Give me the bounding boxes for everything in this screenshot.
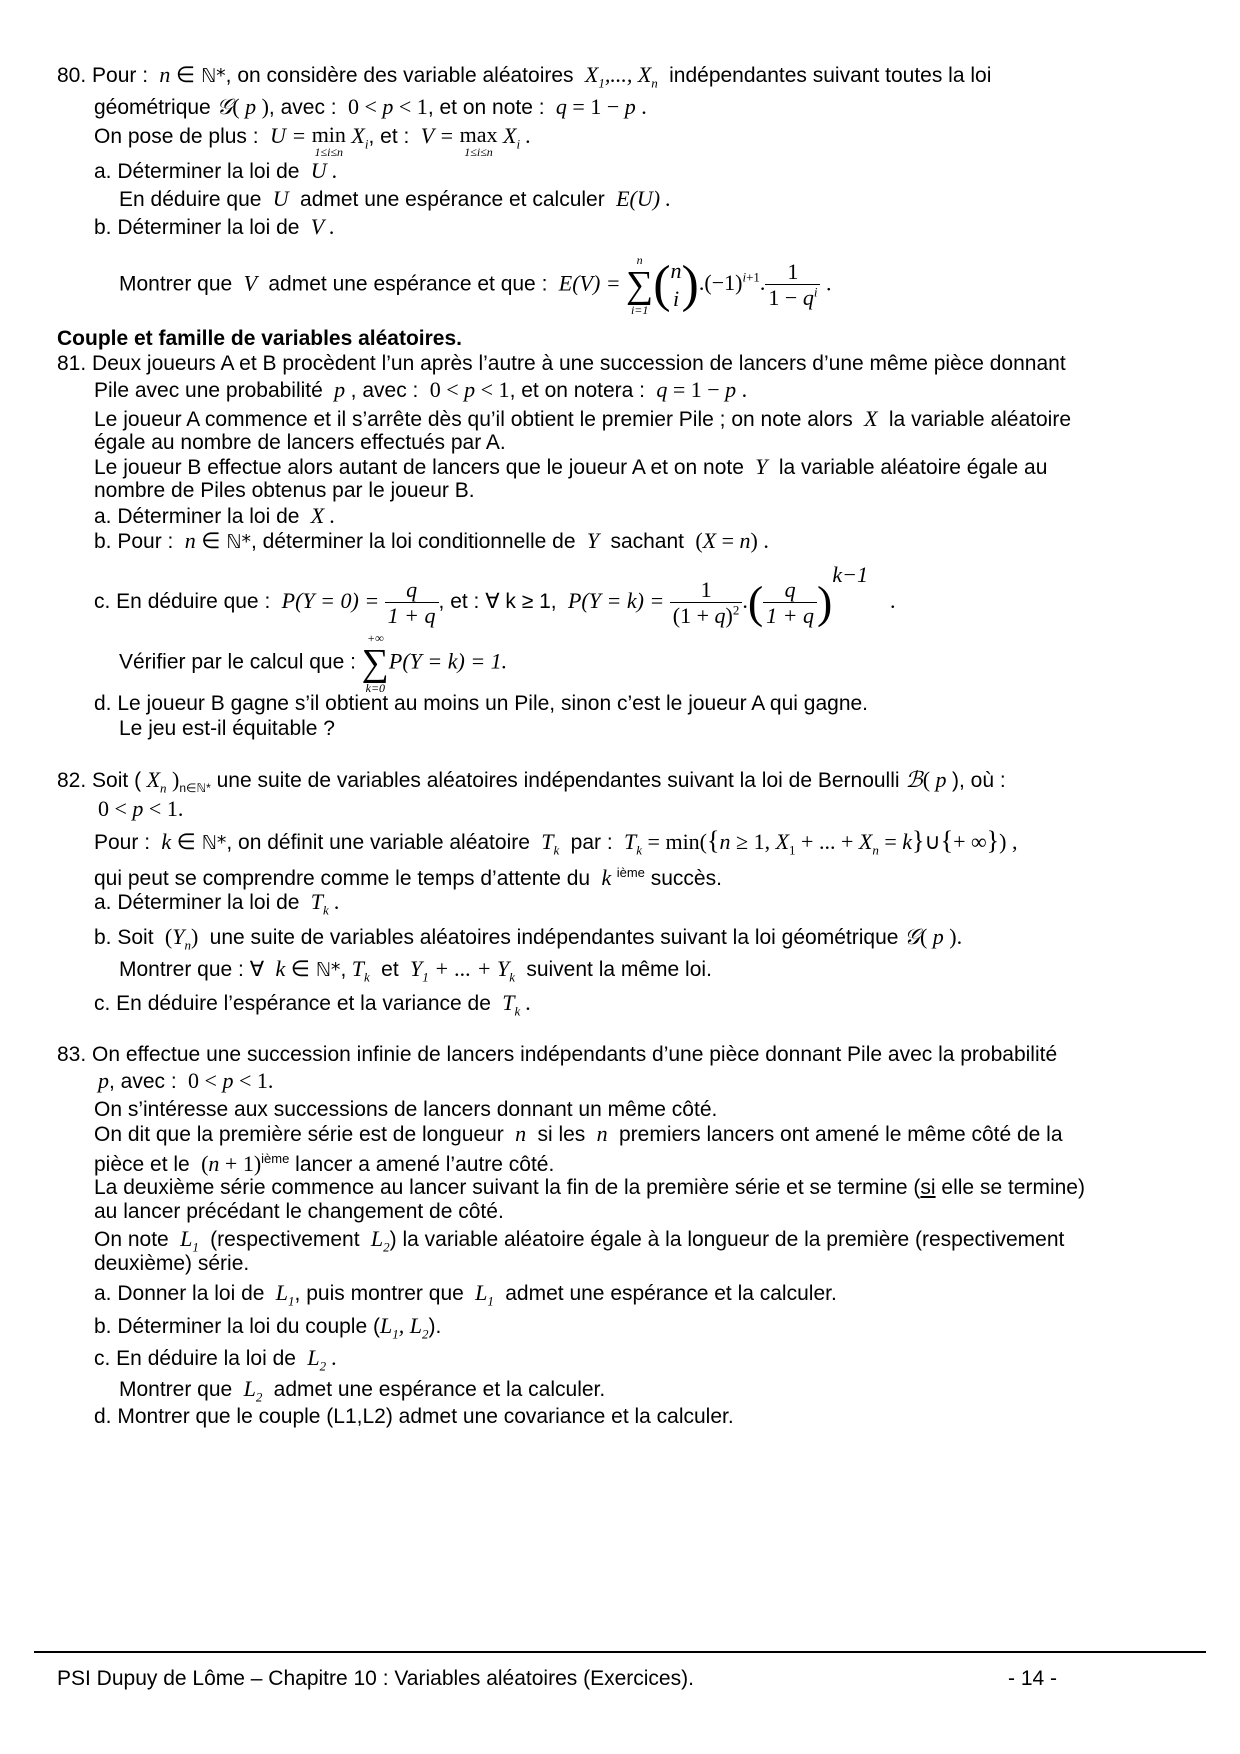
ex80-line-1: 80. Pour : n ∈ ℕ*, on considère des variable aléatoires $X_1$,..., $X_n$ indépendantes suivant toutes la loi <box>57 62 992 91</box>
footer-left: PSI Dupuy de Lôme – Chapitre 10 : Variables aléatoires (Exercices). <box>57 1667 694 1690</box>
N-star-symbol: ℕ* <box>200 65 226 87</box>
ex80-l1-a: Pour : <box>92 64 149 87</box>
ex83-qc: c. En déduire la loi de $L_2$ . <box>94 1345 338 1374</box>
ex82-qc: c. En déduire l’espérance et la variance de $T_k$ . <box>94 990 532 1019</box>
ex83-l1: On effectue une succession infinie de lancers indépendants d’une pièce donnant Pile avec la probabilité <box>92 1043 1058 1066</box>
ex80-number: 80. <box>57 64 87 87</box>
ex81-qd-2: Le jeu est-il équitable ? <box>119 717 335 740</box>
footer-divider <box>34 1651 1206 1653</box>
ex83-line-2: p, avec : 0 < p < 1. <box>98 1068 274 1093</box>
ex82-qa-label: a. Déterminer la loi de <box>94 891 300 914</box>
math-geometric-law: 𝒢 <box>216 95 233 120</box>
ex80-l2-a: géométrique <box>94 96 211 119</box>
ex80-qa: a. Déterminer la loi de U . <box>94 158 338 183</box>
math-p-range: 0 < p < 1 <box>342 94 428 119</box>
ex81-qc-a: c. En déduire que : <box>94 590 271 613</box>
math-U-def: U = <box>264 123 312 148</box>
ex81-qb-a: b. Pour : <box>94 530 174 553</box>
ex80-qa-l2-a: En déduire que <box>119 188 262 211</box>
ex80-qa-label: a. Déterminer la loi de <box>94 160 300 183</box>
ex83-qc-2: Montrer que $L_2$ admet une espérance et la calculer. <box>119 1376 606 1405</box>
ex83-line-5: pièce et le $(n + 1)^{ième}$ lancer a amené l’autre côté. <box>94 1151 555 1176</box>
ex83-line-3: On s’intéresse aux successions de lancers donnant un même côté. <box>94 1098 718 1121</box>
ex81-line-5: Le joueur B effectue alors autant de lancers que le joueur A et on note Y la variable aléatoire égale au <box>94 454 1048 479</box>
math-V-def: V = <box>415 123 460 148</box>
ex82-line-2: 0 < p < 1. <box>98 796 184 821</box>
ex83-qc2-b: admet une espérance et la calculer. <box>273 1378 606 1401</box>
ex83-qb-b: ). <box>428 1315 442 1338</box>
ex80-l1-b: , on considère des variable aléatoires <box>225 64 574 87</box>
ex82-qb2-b: et <box>381 958 399 981</box>
ex82-qb-a: b. Soit <box>94 926 154 949</box>
ex81-qb-c: sachant <box>610 530 684 553</box>
max-operator: max 1≤i≤n <box>459 122 498 159</box>
ex80-l2-b: , avec : <box>268 96 337 119</box>
ex83-qb-a: b. Déterminer la loi du couple ( <box>94 1315 380 1338</box>
ex80-qb-l2-a: Montrer que <box>119 272 233 296</box>
ex82-qb2-a: Montrer que : ∀ <box>119 958 265 981</box>
ex83-qc-a: c. En déduire la loi de <box>94 1347 296 1370</box>
ex83-l4-c: premiers lancers ont amené le même côté de la <box>618 1123 1063 1146</box>
ex82-l4-sup: ième <box>616 865 645 880</box>
ex80-qa-l2-b: admet une espérance et calculer <box>300 188 605 211</box>
min-operator: min 1≤i≤n <box>311 122 346 159</box>
page-number: - 14 - <box>1008 1667 1058 1690</box>
section-title: Couple et famille de variables aléatoires. <box>57 327 462 350</box>
math-X1-Xn: $X_1$,..., $X_n$ <box>579 62 658 91</box>
ex81-qc: c. En déduire que : P(Y = 0) = $\frac{q}{1 + q}$ , et : ∀ k ≥ 1, P(Y = k) = $\frac{1}{(1 + q)^2}$ .( $\frac{q}{1 + q}$ )$^{k-1}$ . <box>94 562 896 628</box>
ex83-l4-a: On dit que la première série est de longueur <box>94 1123 504 1146</box>
ex83-l5-a: pièce et le <box>94 1153 190 1176</box>
ex82-line-1: 82. Soit ( $X_n$ )$_{n\in ℕ*}$ une suite de variables aléatoires indépendantes suivant la loi de Bernoulli ℬ( p ), où : <box>57 767 1006 796</box>
ex82-l4-b: succès. <box>650 867 722 890</box>
ex82-l3-c: par : <box>570 831 613 854</box>
ex83-l2-b: , avec : <box>109 1070 177 1093</box>
ex81-l3-b: la variable aléatoire <box>888 408 1071 431</box>
ex82-qb2-c: suivent la même loi. <box>526 958 712 981</box>
ex81-verif-label: Vérifier par le calcul que : <box>119 650 356 674</box>
ex83-line-1 <box>57 1042 1057 1068</box>
ex81-line-1 <box>57 351 1066 377</box>
ex83-l4-b: si les <box>537 1123 586 1146</box>
ex83-l8-c: ) la variable aléatoire égale à la longueur de la première (respectivement <box>389 1228 1065 1251</box>
ex83-qb: b. Déterminer la loi du couple ($L_1$, $L_2$). <box>94 1313 442 1342</box>
ex82-l3-a: Pour : <box>94 831 151 854</box>
ex81-line-4: égale au nombre de lancers effectués par A. <box>94 431 506 454</box>
math-n-in-N: n <box>153 62 176 87</box>
ex82-l1-a: Soit ( <box>92 769 142 792</box>
ex80-qa-2: En déduire que U admet une espérance et calculer E(U) . <box>119 186 672 211</box>
ex80-qb: b. Déterminer la loi de V . <box>94 214 335 239</box>
ex83-qa: a. Donner la loi de $L_1$, puis montrer que $L_1$ admet une espérance et la calculer. <box>94 1280 837 1309</box>
ex81-line-2: Pile avec une probabilité p , avec : 0 < p < 1, et on notera : q = 1 − p . <box>94 377 748 402</box>
ex81-qd-1: d. Le joueur B gagne s’il obtient au moins un Pile, sinon c’est le joueur A qui gagne. <box>94 692 869 715</box>
ex82-qb-b: une suite de variables aléatoires indépendantes suivant la loi géométrique <box>209 926 899 949</box>
ex81-verif: Vérifier par le calcul que : +∞ ∑ k=0 P(Y = k) = 1. <box>119 631 508 695</box>
ex81-qb-b: , déterminer la loi conditionnelle de <box>250 530 576 553</box>
ex81-qa: a. Déterminer la loi de X . <box>94 503 336 528</box>
fraction-1-over-1-minus-q-i: $\frac{1}{1 - q^i}$ <box>765 259 820 311</box>
ex82-qa: a. Déterminer la loi de $T_k$ . <box>94 889 340 918</box>
ex81-l2-b: , avec : <box>350 379 419 402</box>
ex83-qc2-a: Montrer que <box>119 1378 233 1401</box>
ex83-qa-c: admet une espérance et la calculer. <box>505 1282 837 1305</box>
math-bernoulli-law: ℬ <box>905 768 923 793</box>
fraction-q-over-1-plus-q-power: $\frac{q}{1 + q}$ <box>763 577 817 629</box>
ex81-number: 81. <box>57 352 87 375</box>
binomial-n-i: n i <box>670 257 682 311</box>
ex83-line-7: au lancer précédant le changement de côté. <box>94 1200 504 1223</box>
ex80-qb-label: b. Déterminer la loi de <box>94 216 300 239</box>
ex81-l2-c: , et on notera : <box>509 379 645 402</box>
ex80-line-2: géométrique 𝒢( p ), avec : 0 < p < 1, et on note : q = 1 − p . <box>94 94 647 120</box>
ex83-line-6 <box>94 1175 1085 1201</box>
ex83-qa-b: , puis montrer que <box>294 1282 464 1305</box>
ex83-l6-b: elle se termine) <box>941 1176 1085 1199</box>
ex81-l2-a: Pile avec une probabilité <box>94 379 323 402</box>
math-Tk-def: $T_k = \min(\{n \ge 1$, $X_1$ + ... + $X_n$ = k}∪{+ ∞}) , <box>624 826 1018 858</box>
ex83-l6-si: si <box>920 1176 936 1199</box>
ex83-number: 83. <box>57 1043 87 1066</box>
ex83-l8-a: On note <box>94 1228 169 1251</box>
ex83-qd: d. Montrer que le couple (L1,L2) admet une covariance et la calculer. <box>94 1405 734 1428</box>
ex81-qa-label: a. Déterminer la loi de <box>94 505 300 528</box>
ex81-qb: b. Pour : n ∈ ℕ*, déterminer la loi conditionnelle de Y sachant (X = n) . <box>94 528 769 553</box>
ex80-l3-a: On pose de plus : <box>94 125 259 148</box>
ex82-qb-2: Montrer que : ∀ k ∈ ℕ*, $T_k$ et $Y_1$ + ... + $Y_k$ suivent la même loi. <box>119 956 712 985</box>
ex82-l4-a: qui peut se comprendre comme le temps d’attente du <box>94 867 591 890</box>
ex80-qb-2: Montrer que V admet une espérance et que : E(V) = n ∑ i=1 ( n i )$.(-1)^{i+1}$. $\frac{1}{1 - q^i}$ . <box>119 252 832 317</box>
ex80-qb-l2-b: admet une espérance et que : <box>268 272 548 296</box>
ex83-l8-b: (respectivement <box>210 1228 360 1251</box>
ex81-l1: Deux joueurs A et B procèdent l’un après l’autre à une succession de lancers d’une même pièce donnant <box>92 352 1066 375</box>
ex82-line-3: Pour : k ∈ ℕ*, on définit une variable aléatoire $T_k$ par : $T_k = \min(\{n \ge 1$, $X_1$ + ... + $X_n$ = k}∪{+ ∞}) , <box>94 826 1018 858</box>
math-q-def: q = 1 − p . <box>555 94 647 119</box>
ex83-l6-a: La deuxième série commence au lancer suivant la fin de la première série et se termine ( <box>94 1176 921 1199</box>
sum-symbol: +∞ ∑ k=0 <box>361 631 389 695</box>
ex81-qc-b: , et : ∀ k ≥ 1, <box>438 590 557 613</box>
sum-symbol: n ∑ i=1 <box>626 252 654 317</box>
ex82-qb: b. Soit $(Y_n)$ une suite de variables aléatoires indépendantes suivant la loi géométrique 𝒢( p ). <box>94 924 963 953</box>
ex82-qc-label: c. En déduire l’espérance et la variance de <box>94 992 491 1015</box>
ex82-number: 82. <box>57 769 87 792</box>
ex80-l2-c: , et on note : <box>427 96 545 119</box>
ex81-line-3: Le joueur A commence et il s’arrête dès qu’il obtient le premier Pile ; on note alors X la variable aléatoire <box>94 406 1071 431</box>
ex81-l5-b: la variable aléatoire égale au <box>778 456 1048 479</box>
ex83-qa-a: a. Donner la loi de <box>94 1282 265 1305</box>
ex83-line-4: On dit que la première série est de longueur n si les n premiers lancers ont amené le même côté de la <box>94 1121 1063 1146</box>
fraction-1-over-1-plus-q-squared: $\frac{1}{(1 + q)^2}$ <box>670 577 743 629</box>
ex80-l3-b: , et : <box>368 125 410 148</box>
ex81-l5-a: Le joueur B effectue alors autant de lancers que le joueur A et on note <box>94 456 744 479</box>
ex83-line-9: deuxième) série. <box>94 1252 250 1275</box>
ex81-l3-a: Le joueur A commence et il s’arrête dès qu’il obtient le premier Pile ; on note alors <box>94 408 853 431</box>
ex81-line-6: nombre de Piles obtenus par le joueur B. <box>94 479 475 502</box>
fraction-q-over-1-plus-q: $\frac{q}{1 + q}$ <box>385 577 439 629</box>
ex82-l1-c: ), où : <box>952 769 1006 792</box>
ex83-l5-sup: ième <box>261 1151 290 1166</box>
ex80-line-3: On pose de plus : U = min 1≤i≤n $X_i$, et : V = max 1≤i≤n $X_i$ . <box>94 122 532 159</box>
ex83-line-8: On note $L_1$ (respectivement $L_2$) la variable aléatoire égale à la longueur de la première (respectivement <box>94 1226 1065 1255</box>
ex83-l5-b: lancer a amené l’autre côté. <box>295 1153 555 1176</box>
ex82-line-4: qui peut se comprendre comme le temps d’attente du k $^{ième}$ succès. <box>94 865 722 890</box>
ex82-l3-b: , on définit une variable aléatoire <box>226 831 530 854</box>
ex82-l1-b: une suite de variables aléatoires indépendantes suivant la loi de Bernoulli <box>216 769 900 792</box>
ex80-l1-c: indépendantes suivant toutes la loi <box>669 64 992 87</box>
math-EV-formula: E(V) = <box>553 270 627 296</box>
